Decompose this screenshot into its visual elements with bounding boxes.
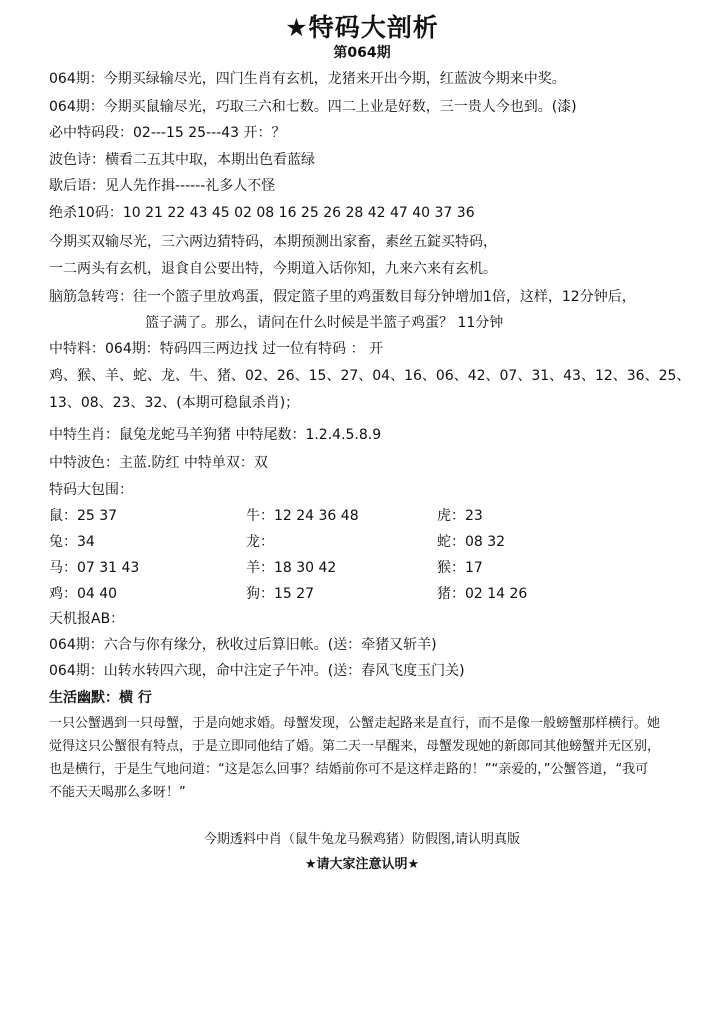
riddle-line-2: 篮子满了。那么，请问在什么时候是半篮子鸡蛋？ 11分钟 — [145, 315, 504, 331]
riddle-line-1: 脑筋急转弯：往一个篮子里放鸡蛋，假定篮子里的鸡蛋数目每分钟增加1倍，这样，12分钟后， — [49, 289, 636, 305]
poem-line-1: 今期买双输尽光，三六两边猜特码，本期预测出家畜，素丝五錠买特码， — [49, 234, 497, 250]
story-line: 觉得这只公蟹很有特点，于是立即同他结了婚。第二天一早醒来，母蟹发现她的新郎同其他螃蟹并无区别， — [49, 739, 661, 754]
prophecy-line-2: 064期：今期买鼠输尽光，巧取三六和七数。四二上业是好数，三一贵人今也到。(漆) — [49, 99, 577, 115]
page-title: ★特码大剖析 — [285, 13, 439, 42]
zodiac-cell: 蛇：08 32 — [437, 534, 506, 550]
zodiac-cell: 狗：15 27 — [246, 586, 315, 602]
zodiac-cell: 鸡：04 40 — [49, 586, 118, 602]
package-heading: 特码大包围： — [49, 482, 133, 498]
zodiac-cell: 猪：02 14 26 — [437, 586, 528, 602]
humor-story — [49, 712, 681, 804]
tianji-line-2: 064期：山转水转四六现，命中注定子午冲。(送：春风飞度玉门关) — [49, 663, 465, 679]
special-list-line-2: 13、08、23、32、(本期可稳鼠杀肖)； — [49, 395, 300, 411]
saying-line: 歇后语：见人先作揖------礼多人不怪 — [49, 178, 276, 194]
special-wave-line: 中特波色：主蓝.防红 中特单双：双 — [49, 455, 268, 471]
zodiac-grid-row — [49, 583, 689, 601]
zodiac-cell: 羊：18 30 42 — [246, 560, 337, 576]
special-zodiac-line: 中特生肖：鼠兔龙蛇马羊狗猪 中特尾数：1.2.4.5.8.9 — [49, 427, 382, 443]
footer-warning: ★请大家注意认明★ — [304, 857, 420, 872]
kill-numbers-line: 绝杀10码：10 21 22 43 45 02 08 16 25 26 28 42 47 40 37 36 — [49, 205, 475, 221]
zodiac-cell: 牛：12 24 36 48 — [246, 508, 359, 524]
special-list-line-1: 鸡、猴、羊、蛇、龙、牛、猪、02、26、15、27、04、16、06、42、07、31、43、12、36、25、 — [49, 368, 691, 384]
wave-poem-line: 波色诗：横看二五其中取，本期出色看蓝绿 — [49, 152, 315, 168]
zodiac-cell: 虎：23 — [437, 508, 483, 524]
story-line: 也是横行，于是生气地问道：“这是怎么回事？结婚前你可不是这样走路的！”“亲爱的，”公蟹答道，“我可 — [49, 762, 649, 777]
prophecy-line-1: 064期：今期买绿输尽光，四门生肖有玄机，龙猪来开出今期，红蓝波今期来中奖。 — [49, 71, 566, 87]
poem-line-2: 一二两头有玄机，退食自公要出特，今期道入话你知，九来六来有玄机。 — [49, 261, 497, 277]
issue-number: 第064期 — [333, 45, 391, 61]
zodiac-cell: 兔：34 — [49, 534, 95, 550]
zodiac-cell: 马：07 31 43 — [49, 560, 140, 576]
zodiac-cell: 龙： — [246, 534, 274, 550]
zodiac-grid-row — [49, 557, 689, 575]
sure-range-line: 必中特码段：02---15 25---43 开：？ — [49, 125, 286, 141]
zodiac-cell: 鼠：25 37 — [49, 508, 118, 524]
tianji-line-1: 064期：六合与你有缘分，秋收过后算旧帐。(送：牵猪又斩羊) — [49, 637, 437, 653]
special-material-line: 中特料：064期：特码四三两边找 过一位有特码 ： 开 — [49, 341, 384, 357]
zodiac-cell: 猴：17 — [437, 560, 483, 576]
zodiac-grid-row — [49, 531, 689, 549]
story-line: 不能天天喝那么多呀！” — [49, 785, 186, 800]
zodiac-grid-row — [49, 505, 689, 523]
story-line: 一只公蟹遇到一只母蟹，于是向她求婚。母蟹发现，公蟹走起路来是直行，而不是像一般螃蟹那样横行。她 — [49, 716, 661, 731]
tianji-heading: 天机报AB： — [49, 611, 125, 627]
footer-note: 今期透料中肖（鼠牛兔龙马猴鸡猪）防假图,请认明真版 — [203, 832, 521, 847]
humor-heading: 生活幽默：横 行 — [49, 690, 152, 706]
